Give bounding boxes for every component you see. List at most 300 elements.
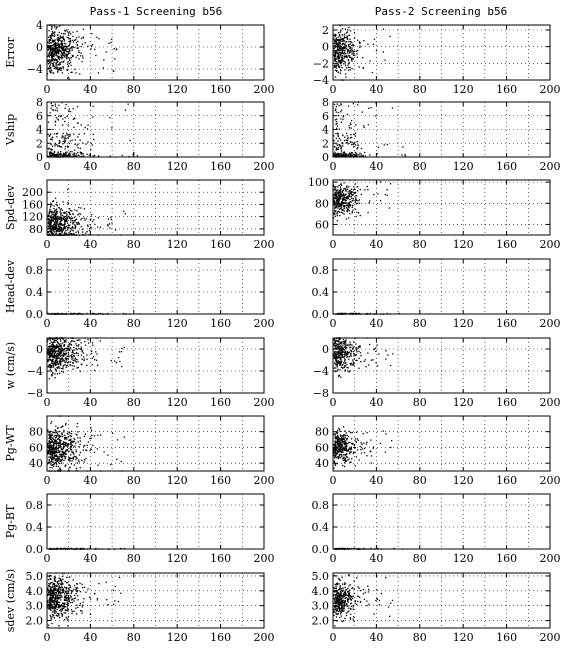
data-point <box>350 57 351 58</box>
data-point <box>385 194 386 195</box>
data-point <box>336 200 337 201</box>
data-point <box>350 69 351 70</box>
y-tick-label: 80 <box>29 223 43 236</box>
data-point <box>336 345 337 346</box>
data-point <box>359 199 360 200</box>
data-point <box>56 27 57 28</box>
data-point <box>338 64 339 65</box>
data-point <box>63 446 64 447</box>
data-point <box>84 360 85 361</box>
data-point <box>353 146 354 147</box>
data-point <box>55 115 56 116</box>
data-point <box>116 49 117 50</box>
data-point <box>342 195 343 196</box>
x-tick-label: 80 <box>127 238 141 251</box>
data-point <box>335 364 336 365</box>
data-point <box>56 602 57 603</box>
data-point <box>53 220 54 221</box>
data-point <box>338 376 339 377</box>
data-point <box>70 135 71 136</box>
data-point <box>108 43 109 44</box>
data-point <box>55 198 56 199</box>
data-point <box>76 42 77 43</box>
data-point <box>65 442 66 443</box>
data-point <box>64 597 65 598</box>
data-point <box>75 459 76 460</box>
data-point <box>340 48 341 49</box>
data-point <box>57 71 58 72</box>
data-point <box>68 451 69 452</box>
data-point <box>88 441 89 442</box>
data-point <box>52 614 53 615</box>
data-point <box>64 137 65 138</box>
data-point <box>341 149 342 150</box>
data-point <box>63 365 64 366</box>
data-point <box>77 340 78 341</box>
data-point <box>51 354 52 355</box>
data-point <box>347 52 348 53</box>
data-point <box>56 229 57 230</box>
data-point <box>337 155 338 156</box>
data-point <box>49 213 50 214</box>
data-point <box>69 597 70 598</box>
data-point <box>71 591 72 592</box>
data-point <box>338 44 339 45</box>
data-point <box>56 51 57 52</box>
x-tick-label: 80 <box>127 474 141 487</box>
data-point <box>352 191 353 192</box>
data-point <box>60 70 61 71</box>
x-tick-label: 40 <box>83 83 97 96</box>
data-point <box>48 226 49 227</box>
data-point <box>335 110 336 111</box>
data-point <box>340 118 341 119</box>
data-point <box>335 354 336 355</box>
data-point <box>66 577 67 578</box>
data-point <box>57 459 58 460</box>
data-point <box>60 230 61 231</box>
data-point <box>64 139 65 140</box>
data-point <box>50 437 51 438</box>
data-point <box>69 63 70 64</box>
data-point <box>89 154 90 155</box>
data-point <box>356 148 357 149</box>
data-point <box>72 611 73 612</box>
data-point <box>336 39 337 40</box>
data-point <box>48 607 49 608</box>
data-point <box>67 602 68 603</box>
data-point <box>348 125 349 126</box>
x-tick-label: 200 <box>254 83 275 96</box>
title-pass-2: Pass-2 Screening b56 <box>375 5 507 18</box>
data-point <box>71 446 72 447</box>
data-point <box>50 594 51 595</box>
data-point <box>348 209 349 210</box>
data-point <box>62 218 63 219</box>
data-point <box>49 61 50 62</box>
data-point <box>51 467 52 468</box>
data-point <box>334 65 335 66</box>
data-point <box>52 437 53 438</box>
data-point <box>346 140 347 141</box>
data-point <box>63 354 64 355</box>
data-point <box>52 31 53 32</box>
data-point <box>356 351 357 352</box>
data-point <box>68 52 69 53</box>
data-point <box>91 435 92 436</box>
data-point <box>344 57 345 58</box>
y-axis-label: Pg-BT <box>4 504 17 538</box>
data-point <box>60 346 61 347</box>
data-point <box>52 35 53 36</box>
data-point <box>94 593 95 594</box>
data-point <box>340 205 341 206</box>
data-point <box>100 340 101 341</box>
data-point <box>346 187 347 188</box>
data-point <box>65 230 66 231</box>
data-point <box>78 232 79 233</box>
data-point <box>56 214 57 215</box>
data-point <box>77 144 78 145</box>
panel-1-8 <box>4 569 275 644</box>
data-point <box>78 344 79 345</box>
data-point <box>333 212 334 213</box>
data-point <box>51 229 52 230</box>
data-point <box>339 206 340 207</box>
data-point <box>350 50 351 51</box>
data-point <box>79 73 80 74</box>
y-tick-label: 60 <box>315 218 329 231</box>
data-point <box>339 35 340 36</box>
data-point <box>83 356 84 357</box>
data-point <box>51 582 52 583</box>
data-point <box>48 359 49 360</box>
data-point <box>67 137 68 138</box>
data-point <box>50 206 51 207</box>
data-point <box>353 341 354 342</box>
data-point <box>66 353 67 354</box>
y-tick-label: 0.4 <box>312 286 330 299</box>
data-point <box>92 144 93 145</box>
data-point <box>49 359 50 360</box>
data-point <box>336 65 337 66</box>
data-point <box>48 351 49 352</box>
data-point <box>68 584 69 585</box>
data-point <box>351 51 352 52</box>
data-point <box>361 194 362 195</box>
data-point <box>342 28 343 29</box>
data-point <box>333 186 334 187</box>
data-point <box>339 128 340 129</box>
data-point <box>64 223 65 224</box>
y-tick-label: 40 <box>29 457 43 470</box>
data-point <box>64 340 65 341</box>
data-point <box>367 189 368 190</box>
data-point <box>67 603 68 604</box>
data-point <box>350 153 351 154</box>
data-point <box>342 348 343 349</box>
data-point <box>74 217 75 218</box>
data-point <box>98 72 99 73</box>
y-tick-label: 0.0 <box>26 543 44 556</box>
data-point <box>50 35 51 36</box>
data-point <box>341 44 342 45</box>
data-point <box>337 207 338 208</box>
data-point <box>78 345 79 346</box>
data-point <box>54 226 55 227</box>
data-point <box>351 120 352 121</box>
data-point <box>336 197 337 198</box>
data-point <box>71 46 72 47</box>
data-point <box>352 205 353 206</box>
data-point <box>55 458 56 459</box>
data-point <box>51 367 52 368</box>
data-point <box>356 212 357 213</box>
data-point <box>61 610 62 611</box>
data-point <box>84 208 85 209</box>
data-point <box>57 448 58 449</box>
data-point <box>57 26 58 27</box>
data-point <box>354 38 355 39</box>
data-point <box>352 207 353 208</box>
data-point <box>349 39 350 40</box>
x-tick-label: 80 <box>127 83 141 96</box>
data-point <box>78 446 79 447</box>
data-point <box>123 211 124 212</box>
y-tick-label: 8 <box>36 96 43 109</box>
data-point <box>100 227 101 228</box>
data-point <box>49 135 50 136</box>
data-point <box>57 615 58 616</box>
x-tick-label: 0 <box>44 474 51 487</box>
data-point <box>73 347 74 348</box>
data-point <box>55 39 56 40</box>
x-tick-label: 80 <box>127 317 141 330</box>
data-point <box>55 360 56 361</box>
data-point <box>387 195 388 196</box>
data-point <box>59 610 60 611</box>
data-point <box>58 41 59 42</box>
data-point <box>58 593 59 594</box>
data-point <box>77 437 78 438</box>
data-point <box>357 57 358 58</box>
data-point <box>60 40 61 41</box>
x-tick-label: 200 <box>254 396 275 409</box>
data-point <box>61 223 62 224</box>
data-point <box>52 129 53 130</box>
data-point <box>77 122 78 123</box>
data-point <box>80 603 81 604</box>
data-point <box>109 223 110 224</box>
data-point <box>68 353 69 354</box>
data-point <box>59 360 60 361</box>
data-point <box>66 58 67 59</box>
data-point <box>59 211 60 212</box>
data-point <box>61 440 62 441</box>
data-point <box>50 452 51 453</box>
data-point <box>69 349 70 350</box>
data-point <box>351 344 352 345</box>
data-point <box>74 595 75 596</box>
y-tick-label: 160 <box>22 198 43 211</box>
data-point <box>60 340 61 341</box>
data-point <box>76 468 77 469</box>
data-point <box>64 148 65 149</box>
data-point <box>346 193 347 194</box>
data-point <box>54 54 55 55</box>
data-point <box>52 445 53 446</box>
data-point <box>88 342 89 343</box>
data-point <box>74 355 75 356</box>
data-point <box>61 463 62 464</box>
data-point <box>59 146 60 147</box>
data-point <box>112 433 113 434</box>
data-point <box>90 227 91 228</box>
data-point <box>96 37 97 38</box>
data-point <box>48 585 49 586</box>
data-point <box>60 599 61 600</box>
x-tick-label: 0 <box>44 83 51 96</box>
data-point <box>349 199 350 200</box>
data-point <box>359 152 360 153</box>
data-point <box>50 592 51 593</box>
data-point <box>52 608 53 609</box>
data-point <box>74 366 75 367</box>
data-point <box>62 456 63 457</box>
data-point <box>70 590 71 591</box>
data-point <box>49 66 50 67</box>
data-point <box>77 599 78 600</box>
data-point <box>355 144 356 145</box>
data-point <box>54 604 55 605</box>
data-point <box>53 153 54 154</box>
data-point <box>56 592 57 593</box>
data-point <box>333 201 334 202</box>
data-point <box>57 433 58 434</box>
x-tick-label: 0 <box>44 160 51 173</box>
data-point <box>56 464 57 465</box>
data-point <box>334 104 335 105</box>
data-point <box>60 349 61 350</box>
data-point <box>51 139 52 140</box>
data-point <box>54 340 55 341</box>
data-point <box>58 450 59 451</box>
data-point <box>83 445 84 446</box>
x-tick-label: 0 <box>330 160 337 173</box>
data-point <box>65 358 66 359</box>
data-point <box>387 189 388 190</box>
data-point <box>338 192 339 193</box>
data-point <box>340 148 341 149</box>
data-point <box>74 464 75 465</box>
data-point <box>356 360 357 361</box>
data-point <box>335 360 336 361</box>
data-point <box>49 450 50 451</box>
data-point <box>54 576 55 577</box>
data-point <box>69 457 70 458</box>
data-point <box>52 339 53 340</box>
data-point <box>349 190 350 191</box>
data-point <box>61 608 62 609</box>
data-point <box>352 348 353 349</box>
data-point <box>52 440 53 441</box>
data-point <box>73 451 74 452</box>
data-point <box>114 48 115 49</box>
data-point <box>340 139 341 140</box>
data-point <box>50 148 51 149</box>
x-tick-label: 200 <box>254 238 275 251</box>
data-point <box>72 226 73 227</box>
data-point <box>336 357 337 358</box>
data-point <box>62 118 63 119</box>
y-tick-label: 5.0 <box>26 570 44 583</box>
data-point <box>374 39 375 40</box>
data-point <box>338 349 339 350</box>
data-point <box>355 133 356 134</box>
data-point <box>81 124 82 125</box>
data-point <box>340 111 341 112</box>
data-point <box>57 585 58 586</box>
data-point <box>52 431 53 432</box>
data-point <box>90 149 91 150</box>
data-point <box>384 144 385 145</box>
data-point <box>380 181 381 182</box>
data-point <box>339 138 340 139</box>
data-point <box>54 452 55 453</box>
data-point <box>348 193 349 194</box>
data-point <box>344 40 345 41</box>
data-point <box>350 124 351 125</box>
data-point <box>57 434 58 435</box>
data-point <box>69 460 70 461</box>
data-point <box>74 149 75 150</box>
data-point <box>83 153 84 154</box>
data-point <box>65 152 66 153</box>
data-point <box>116 362 117 363</box>
data-point <box>345 189 346 190</box>
data-point <box>346 364 347 365</box>
data-point <box>55 588 56 589</box>
data-point <box>53 224 54 225</box>
data-point <box>375 351 376 352</box>
data-point <box>55 606 56 607</box>
data-point <box>78 355 79 356</box>
data-point <box>349 210 350 211</box>
x-tick-label: 80 <box>413 160 427 173</box>
data-point <box>340 208 341 209</box>
data-point <box>60 68 61 69</box>
data-point <box>56 432 57 433</box>
data-point <box>106 51 107 52</box>
data-point <box>65 138 66 139</box>
data-point <box>58 226 59 227</box>
data-point <box>365 359 366 360</box>
data-point <box>343 343 344 344</box>
data-point <box>67 582 68 583</box>
data-point <box>368 108 369 109</box>
data-point <box>59 217 60 218</box>
data-point <box>66 437 67 438</box>
data-point <box>54 231 55 232</box>
data-point <box>72 365 73 366</box>
data-point <box>336 67 337 68</box>
data-point <box>50 203 51 204</box>
data-point <box>69 225 70 226</box>
data-point <box>60 153 61 154</box>
data-point <box>57 218 58 219</box>
data-point <box>73 457 74 458</box>
data-point <box>58 589 59 590</box>
